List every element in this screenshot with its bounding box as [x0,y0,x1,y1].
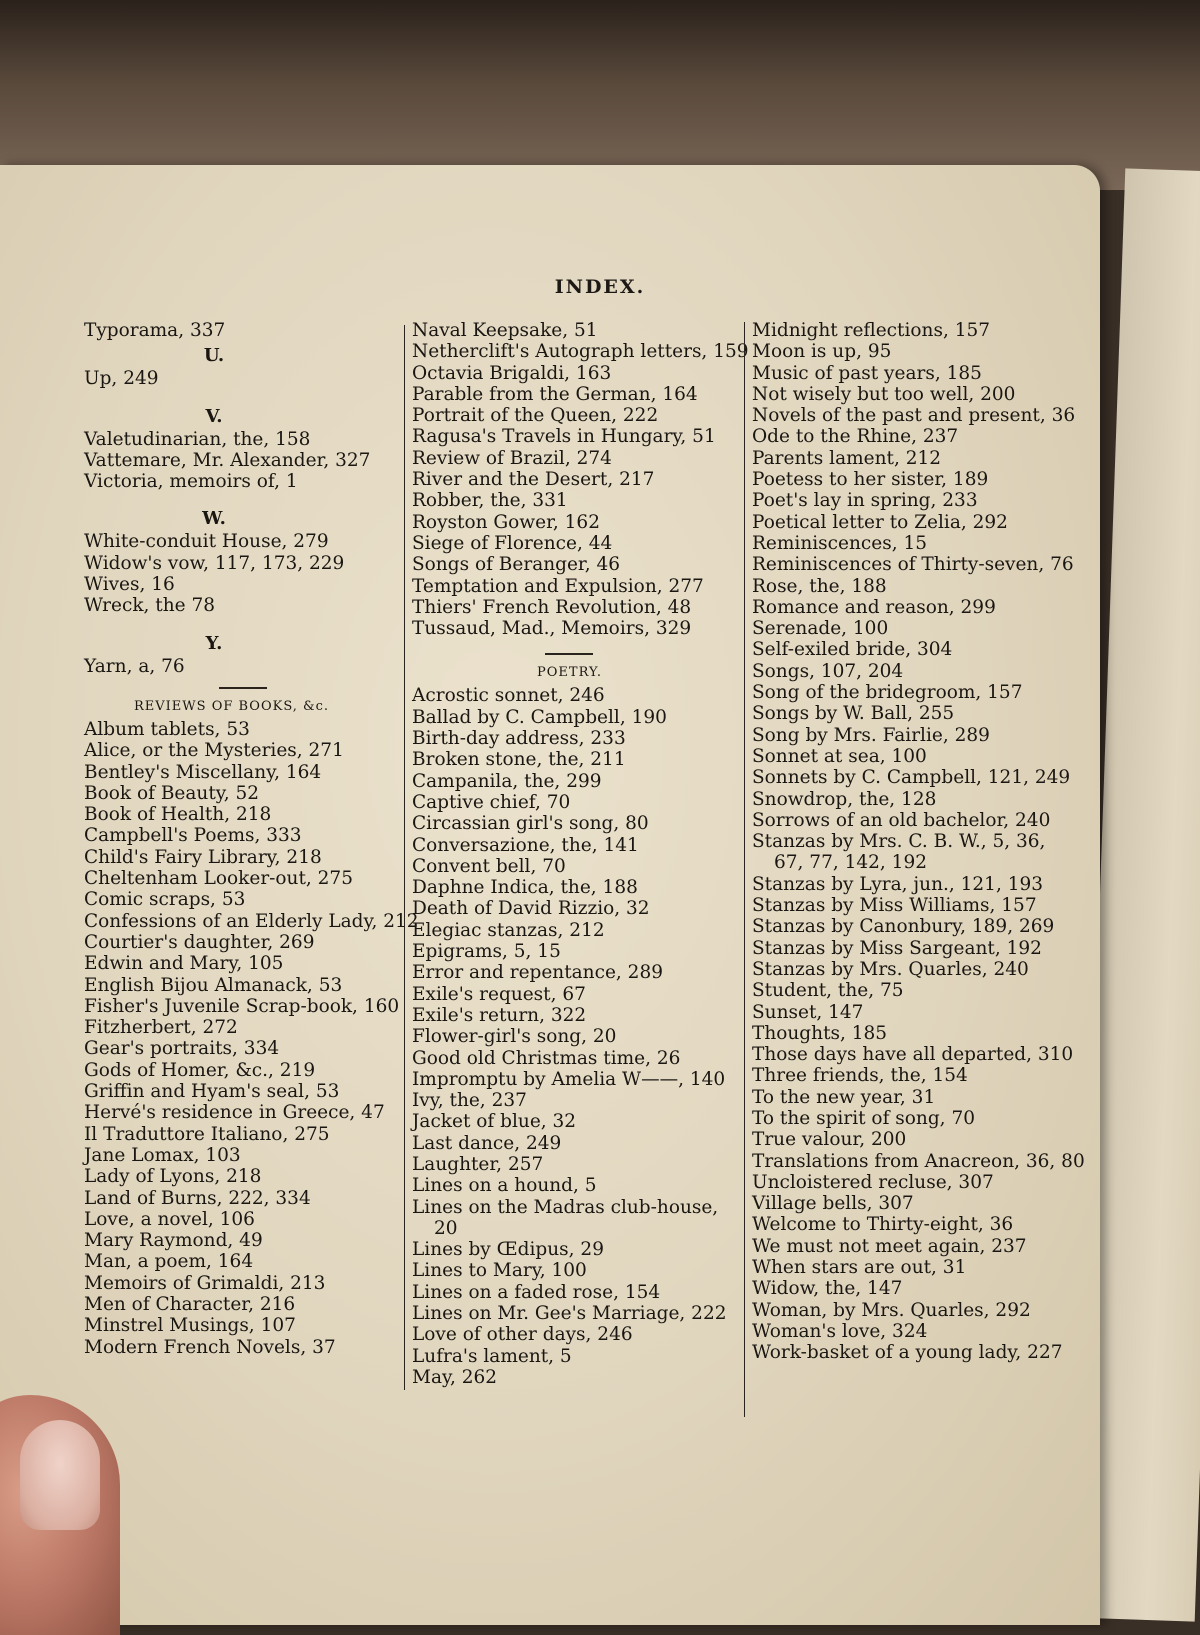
index-entry: Serenade, 100 [752,618,889,640]
index-entry: Lines to Mary, 100 [412,1260,587,1282]
index-entry: Lufra's lament, 5 [412,1345,572,1367]
index-entry: Uncloistered recluse, 307 [752,1171,994,1193]
index-entry: Land of Burns, 222, 334 [84,1187,311,1209]
index-entry: Lines on a faded rose, 154 [412,1281,661,1303]
entry-group-u [84,368,404,389]
poetry-list [412,685,742,1388]
index-entry: Love, a novel, 106 [84,1208,255,1230]
index-entry: 67, 77, 142, 192 [774,852,927,874]
index-entry: Last dance, 249 [412,1132,562,1154]
index-entry: Parable from the German, 164 [412,383,698,405]
index-entry: Lines by Œdipus, 29 [412,1239,604,1261]
index-entry: Thoughts, 185 [752,1022,888,1044]
index-entry: Tussaud, Mad., Memoirs, 329 [412,618,692,640]
poetry-list-continued [752,320,1087,1364]
index-entry: Flower-girl's song, 20 [412,1026,617,1048]
index-entry: Book of Health, 218 [84,804,272,826]
index-entry: Error and repentance, 289 [412,962,663,984]
index-entry: Comic scraps, 53 [84,889,246,911]
entry-group-y [84,656,404,677]
index-entry: Love of other days, 246 [412,1324,633,1346]
index-column-2 [412,320,749,1388]
index-entry: Three friends, the, 154 [752,1065,968,1087]
index-entry: Sunset, 147 [752,1001,864,1023]
index-entry: Ballad by C. Campbell, 190 [412,706,667,728]
index-entry: English Bijou Almanack, 53 [84,974,343,996]
index-entry: Poet's lay in spring, 233 [752,490,978,512]
index-entry: Self-exiled bride, 304 [752,639,953,661]
index-entry: Epigrams, 5, 15 [412,941,561,963]
index-entry: Circassian girl's song, 80 [412,813,649,835]
index-entry: Wives, 16 [84,574,175,596]
column-divider-2 [744,322,745,1417]
reviews-list [84,718,419,1358]
index-entry: Minstrel Musings, 107 [84,1315,296,1337]
index-entry: To the spirit of song, 70 [752,1107,975,1129]
index-entry: Birth-day address, 233 [412,728,626,750]
index-entry: Widow, the, 147 [752,1278,903,1300]
index-entry: Moon is up, 95 [752,341,892,363]
letter-heading-u: U. [203,345,225,367]
index-entry: Romance and reason, 299 [752,596,996,618]
index-entry: Typorama, 337 [84,320,226,341]
index-entry: Gear's portraits, 334 [84,1038,280,1060]
index-entry: Siege of Florence, 44 [412,532,613,554]
index-entry: Lines on the Madras club-house, [412,1196,719,1218]
index-entry: May, 262 [412,1366,498,1388]
index-entry: Review of Brazil, 274 [412,447,612,469]
index-entry: Sorrows of an old bachelor, 240 [752,809,1051,831]
index-entry: Good old Christmas time, 26 [412,1047,681,1069]
section-divider [219,687,267,689]
section-divider [545,653,593,655]
index-entry: Royston Gower, 162 [412,511,600,533]
table-surface [0,0,1200,190]
index-entry: Gods of Homer, &c., 219 [84,1059,316,1081]
index-entry: Robber, the, 331 [412,490,568,512]
index-entry: Poetess to her sister, 189 [752,469,989,491]
poetry-heading: POETRY. [537,665,602,681]
index-entry: Stanzas by Canonbury, 189, 269 [752,916,1055,938]
index-entry: When stars are out, 31 [752,1257,967,1279]
index-column-1 [84,320,419,1358]
index-entry: Courtier's daughter, 269 [84,931,315,953]
index-entry: Cheltenham Looker-out, 275 [84,868,353,890]
index-entry: Valetudinarian, the, 158 [84,428,311,450]
index-entry: Book of Beauty, 52 [84,782,260,804]
letter-heading-w: W. [202,508,226,530]
index-entry: Lines on a hound, 5 [412,1175,597,1197]
index-entry: Yarn, a, 76 [84,655,185,677]
index-entry: Album tablets, 53 [84,718,250,740]
index-entry: Death of David Rizzio, 32 [412,898,650,920]
index-entry: Thiers' French Revolution, 48 [412,596,692,618]
index-entry: Woman, by Mrs. Quarles, 292 [752,1299,1031,1321]
index-entry: Impromptu by Amelia W——, 140 [412,1068,726,1090]
entry-group-w [84,531,404,616]
index-entry: Man, a poem, 164 [84,1251,254,1273]
index-entry: True valour, 200 [752,1129,907,1151]
index-entry: Translations from Anacreon, 36, 80 [752,1150,1085,1172]
index-entry: Music of past years, 185 [752,362,982,384]
letter-heading-v: V. [205,405,223,427]
index-entry: Work-basket of a young lady, 227 [752,1342,1063,1364]
index-entry: Rose, the, 188 [752,575,887,597]
index-entry: Il Traduttore Italiano, 275 [84,1123,330,1145]
index-entry: Songs of Beranger, 46 [412,554,621,576]
index-entry: Reminiscences, 15 [752,532,927,554]
index-entry: Campbell's Poems, 333 [84,825,302,847]
index-entry: Exile's return, 322 [412,1004,587,1026]
index-entry: Acrostic sonnet, 246 [412,685,605,707]
entry-group-v [84,429,404,493]
index-entry: Victoria, memoirs of, 1 [84,471,298,493]
index-entry: Elegiac stanzas, 212 [412,919,605,941]
index-column-3 [752,320,1087,1364]
index-entry: Midnight reflections, 157 [752,320,991,341]
index-entry: We must not meet again, 237 [752,1235,1027,1257]
index-entry: Broken stone, the, 211 [412,749,626,771]
index-entry: Portrait of the Queen, 222 [412,405,659,427]
letter-heading-y: Y. [205,632,223,654]
index-entry: Lady of Lyons, 218 [84,1166,262,1188]
index-entry: Song of the bridegroom, 157 [752,682,1023,704]
index-entry: Temptation and Expulsion, 277 [412,575,704,597]
index-entry: Poetical letter to Zelia, 292 [752,511,1008,533]
index-entry: Sonnets by C. Campbell, 121, 249 [752,767,1071,789]
index-entry: Convent bell, 70 [412,855,566,877]
index-entry: Octavia Brigaldi, 163 [412,362,612,384]
index-entry: Jane Lomax, 103 [84,1144,241,1166]
index-entry: Those days have all departed, 310 [752,1044,1074,1066]
index-entry: Jacket of blue, 32 [412,1111,577,1133]
index-entry: Parents lament, 212 [752,447,942,469]
index-entry: Confessions of an Elderly Lady, 212 [84,910,419,932]
index-entry: Modern French Novels, 37 [84,1336,336,1358]
index-entry: Village bells, 307 [752,1193,914,1215]
index-entry: Stanzas by Mrs. C. B. W., 5, 36, [752,831,1046,853]
index-entry: Naval Keepsake, 51 [412,320,598,341]
index-entry: Edwin and Mary, 105 [84,953,284,975]
index-entry: River and the Desert, 217 [412,469,655,491]
index-entry: Stanzas by Miss Williams, 157 [752,895,1037,917]
index-entry: Conversazione, the, 141 [412,834,639,856]
index-entry: Netherclift's Autograph letters, 159 [412,341,749,363]
index-entry: Ivy, the, 237 [412,1090,527,1112]
index-entry: Snowdrop, the, 128 [752,788,937,810]
index-entry: Student, the, 75 [752,980,904,1002]
thumbnail [20,1420,100,1530]
index-entry: Wreck, the 78 [84,595,216,617]
index-entry: Widow's vow, 117, 173, 229 [84,552,345,574]
index-entry: Ragusa's Travels in Hungary, 51 [412,426,716,448]
index-entry: 20 [434,1217,458,1239]
index-entry: Captive chief, 70 [412,791,571,813]
index-entry: Bentley's Miscellany, 164 [84,761,322,783]
column-divider-1 [404,325,405,1390]
index-entry: Welcome to Thirty-eight, 36 [752,1214,1014,1236]
index-entry: Men of Character, 216 [84,1293,296,1315]
index-entry: Fisher's Juvenile Scrap-book, 160 [84,995,400,1017]
entry-group-n-t [412,320,749,640]
index-entry: Up, 249 [84,368,159,390]
index-entry: Not wisely but too well, 200 [752,383,1016,405]
index-entry: Woman's love, 324 [752,1320,928,1342]
index-entry: Sonnet at sea, 100 [752,745,927,767]
index-entry: White-conduit House, 279 [84,531,329,553]
index-entry: To the new year, 31 [752,1086,936,1108]
index-entry: Fitzherbert, 272 [84,1017,238,1039]
index-entry: Hervé's residence in Greece, 47 [84,1102,385,1124]
index-entry: Ode to the Rhine, 237 [752,426,959,448]
index-entry: Campanila, the, 299 [412,770,602,792]
index-entry: Stanzas by Mrs. Quarles, 240 [752,958,1029,980]
index-entry: Vattemare, Mr. Alexander, 327 [84,449,371,471]
index-entry: Songs, 107, 204 [752,660,904,682]
index-entry: Alice, or the Mysteries, 271 [84,740,344,762]
index-entry: Stanzas by Miss Sargeant, 192 [752,937,1042,959]
index-entry: Laughter, 257 [412,1153,544,1175]
index-entry: Memoirs of Grimaldi, 213 [84,1272,326,1294]
page-title: INDEX. [554,276,646,298]
index-entry: Exile's request, 67 [412,983,586,1005]
index-entry: Reminiscences of Thirty-seven, 76 [752,554,1074,576]
index-entry: Child's Fairy Library, 218 [84,846,322,868]
index-entry: Song by Mrs. Fairlie, 289 [752,724,990,746]
index-entry: Griffin and Hyam's seal, 53 [84,1081,340,1103]
index-entry: Lines on Mr. Gee's Marriage, 222 [412,1303,727,1325]
index-entry: Stanzas by Lyra, jun., 121, 193 [752,873,1044,895]
entry-group-t [84,320,404,341]
index-entry: Novels of the past and present, 36 [752,405,1076,427]
index-entry: Songs by W. Ball, 255 [752,703,955,725]
index-entry: Daphne Indica, the, 188 [412,877,638,899]
index-entry: Mary Raymond, 49 [84,1230,263,1252]
reviews-heading: REVIEWS OF BOOKS, &c. [134,698,330,714]
